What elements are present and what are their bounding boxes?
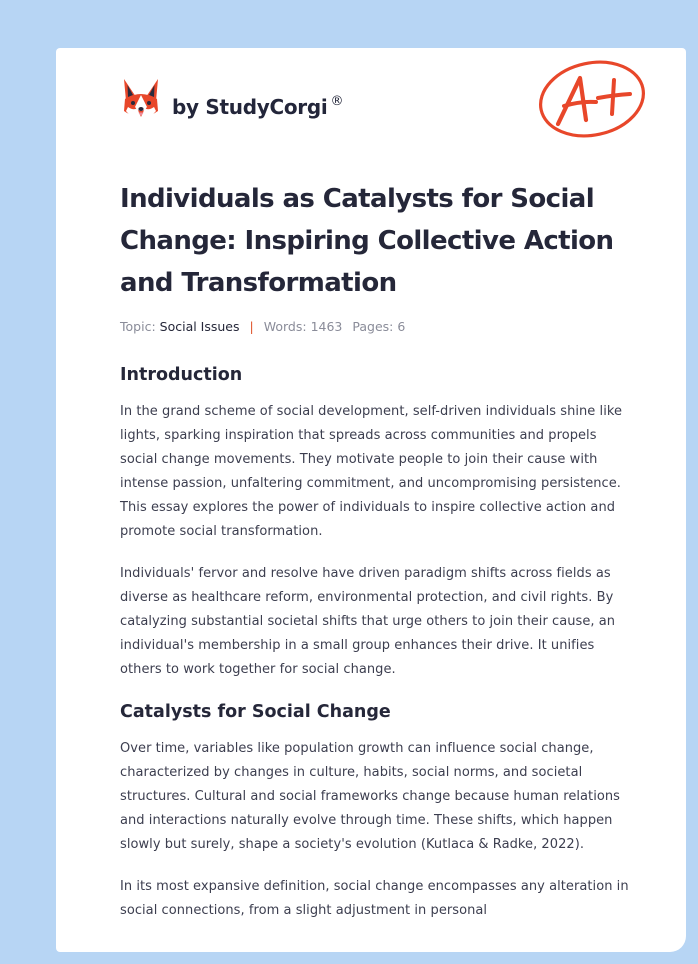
paragraph: In its most expansive definition, social change encompasses any alteration in social connections, from a slight adjustment in personal <box>120 879 629 918</box>
document-meta <box>120 318 632 336</box>
paragraph: Individuals' fervor and resolve have driven paradigm shifts across fields as diverse as healthcare reform, environmental protection, and civil rights. By catalyzing substantial societal shifts that urge others to join their cause, an individual's membership in a small group enhances their drive. It unifies others to work together for social change. <box>120 566 616 677</box>
words-count: 1463 <box>310 319 343 334</box>
document-title: Individuals as Catalysts for Social Change: Inspiring Collective Action and Transformation <box>120 184 614 298</box>
corgi-logo-icon <box>120 77 162 123</box>
article <box>120 178 632 923</box>
section-heading-introduction: Introduction <box>120 365 243 385</box>
meta-separator: | <box>249 319 254 334</box>
pages-count: 6 <box>397 319 406 334</box>
brand-name: by StudyCorgi ® <box>172 93 344 119</box>
paragraph: Over time, variables like population growth can influence social change, characterized by changes in culture, habits, social norms, and societal structures. Cultural and social frameworks change because human relations and interactions naturally evolve through time. These shifts, which happen slowly but surely, shape a society's evolution (Kutlaca & Radke, 2022). <box>120 741 620 852</box>
a-plus-grade-icon <box>536 58 648 140</box>
topic-label: Topic: <box>120 319 156 334</box>
pages-label: Pages: <box>352 319 394 334</box>
registered-mark: ® <box>330 93 344 109</box>
brand-header[interactable] <box>120 76 343 124</box>
section-heading-catalysts: Catalysts for Social Change <box>120 702 391 722</box>
paragraph: In the grand scheme of social development, self-driven individuals shine like lights, sparking inspiration that spreads across communities and propels social change movements. They motivate people to join their cause with intense passion, unfaltering commitment, and uncompromising persistence. This essay explores the power of individuals to inspire collective action and promote social transformation. <box>120 404 623 539</box>
document-page <box>56 48 686 952</box>
topic-link[interactable]: Social Issues <box>159 319 240 334</box>
words-label: Words: <box>263 319 307 334</box>
